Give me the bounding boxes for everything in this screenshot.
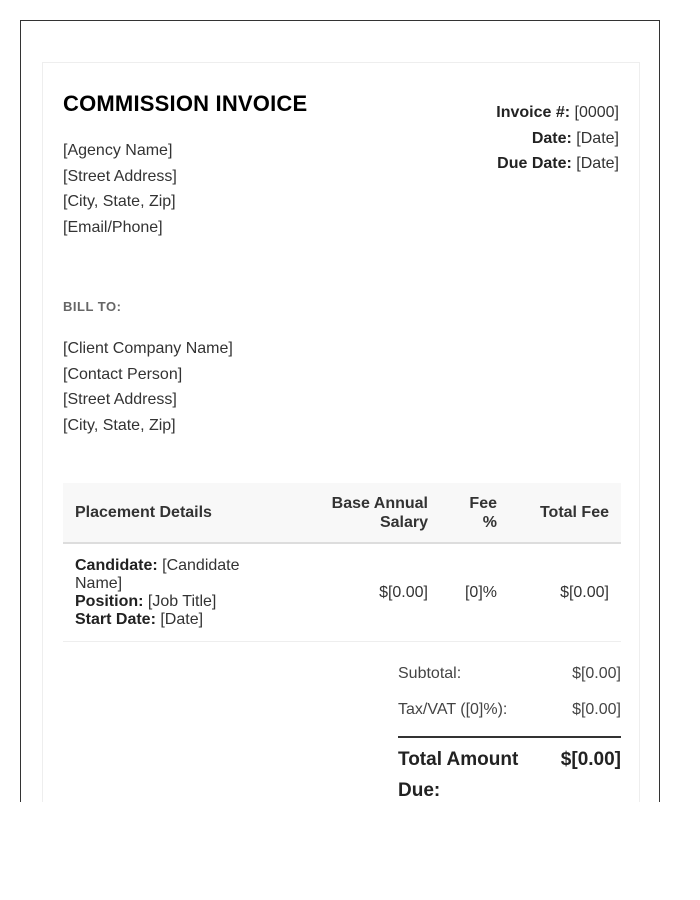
document-frame [20,20,660,802]
agency-city: [City, State, Zip] [63,193,176,211]
invoice-meta [496,100,619,177]
tax-value: $[0.00] [572,701,621,718]
agency-contact: [Email/Phone] [63,219,163,237]
agency-info [63,138,177,241]
due-date-row [496,151,619,177]
candidate-line [75,557,291,593]
client-company: [Client Company Name] [63,340,233,357]
position-label: Position: [75,592,144,610]
start-date-label: Start Date: [75,610,156,628]
agency-name: [Agency Name] [63,142,173,159]
header-placement-details: Placement Details [63,483,303,543]
client-street: [Street Address] [63,391,177,409]
fee-percent-cell: [0]% [440,543,509,642]
header-base-salary: Base Annual Salary [303,483,440,543]
invoice-date-row [496,126,619,152]
total-due-row [398,736,621,802]
placement-table [63,483,621,642]
start-date-line [75,611,291,629]
position-value: [Job Title] [143,592,217,610]
totals-section [398,656,621,802]
subtotal-value: $[0.00] [572,665,621,682]
invoice-sheet [42,62,640,802]
total-fee-cell: $[0.00] [509,543,621,642]
table-row [63,543,621,642]
client-info [63,336,233,439]
due-date-value: [Date] [571,155,619,172]
subtotal-label: Subtotal: [398,665,462,682]
invoice-number-label: Invoice #: [496,104,571,121]
tax-label: Tax/VAT ([0]%): [398,701,508,718]
base-salary-cell: $[0.00] [303,543,440,642]
position-line [75,593,291,611]
total-due-label: Total Amount Due: [398,749,519,801]
table-header-row [63,483,621,543]
header-total-fee: Total Fee [509,483,621,543]
invoice-title: COMMISSION INVOICE [63,91,308,116]
invoice-number-row [496,100,619,126]
placement-details-cell [63,543,303,642]
client-city: [City, State, Zip] [63,417,176,435]
due-date-label: Due Date: [497,155,572,172]
invoice-number-value: [0000] [570,104,619,121]
start-date-value: [Date] [155,610,204,628]
subtotal-row [398,656,621,692]
header-fee-percent: Fee % [440,483,509,543]
bill-to-heading: BILL TO: [63,299,122,314]
client-contact: [Contact Person] [63,365,183,383]
tax-row [398,692,621,728]
agency-street: [Street Address] [63,167,177,185]
candidate-value: [Candidate Name] [75,556,240,592]
invoice-date-label: Date: [531,129,572,147]
invoice-date-value: [Date] [571,129,619,147]
candidate-label: Candidate: [75,556,158,574]
total-due-value: $[0.00] [560,749,621,770]
